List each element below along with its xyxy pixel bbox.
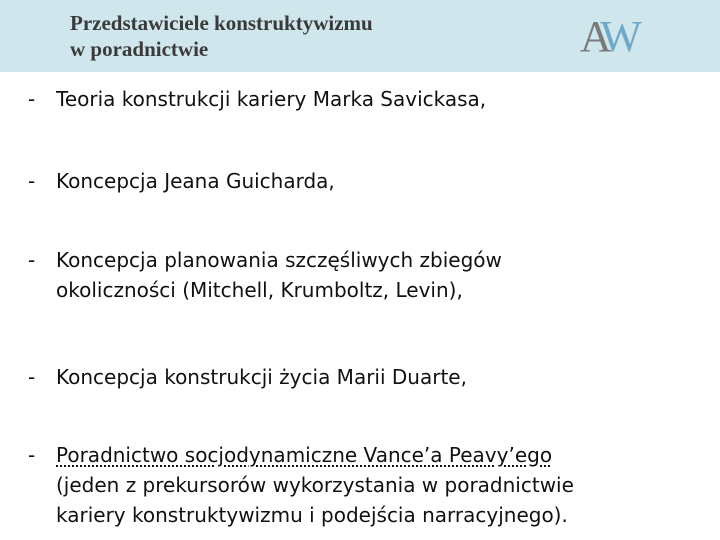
slide-title-line2: w poradnictwie xyxy=(70,37,209,61)
list-item xyxy=(28,440,708,530)
aw-logo-w: W xyxy=(600,12,634,61)
list-item-text: Teoria konstrukcji kariery Marka Savickasa, xyxy=(56,87,487,111)
list-item xyxy=(28,166,708,196)
slide-title-line1: Przedstawiciele konstruktywizmu xyxy=(70,11,373,35)
list-item-text xyxy=(56,245,708,305)
list-item xyxy=(28,362,708,392)
list-item-text: Koncepcja konstrukcji życia Marii Duarte, xyxy=(56,365,467,389)
bullet-dash: - xyxy=(28,169,36,193)
list-item-text xyxy=(56,440,708,530)
aw-logo-a: A xyxy=(580,12,601,61)
list-item-line: (jeden z prekursorów wykorzystania w poradnictwie xyxy=(56,473,574,497)
bullet-dash: - xyxy=(28,443,36,467)
list-item-line: Koncepcja planowania szczęśliwych zbiegów xyxy=(56,248,502,272)
bullet-dash: - xyxy=(28,365,36,389)
list-item-line: okoliczności (Mitchell, Krumboltz, Levin), xyxy=(56,278,463,302)
list-item xyxy=(28,84,708,114)
list-item-line: Poradnictwo socjodynamiczne Vance’a Peavy’ego xyxy=(56,443,553,467)
list-item-line: kariery konstruktywizmu i podejścia narracyjnego). xyxy=(56,503,568,527)
list-item-text: Koncepcja Jeana Guicharda, xyxy=(56,169,335,193)
bullet-dash: - xyxy=(28,87,36,111)
bullet-dash: - xyxy=(28,248,36,272)
list-item xyxy=(28,245,708,305)
